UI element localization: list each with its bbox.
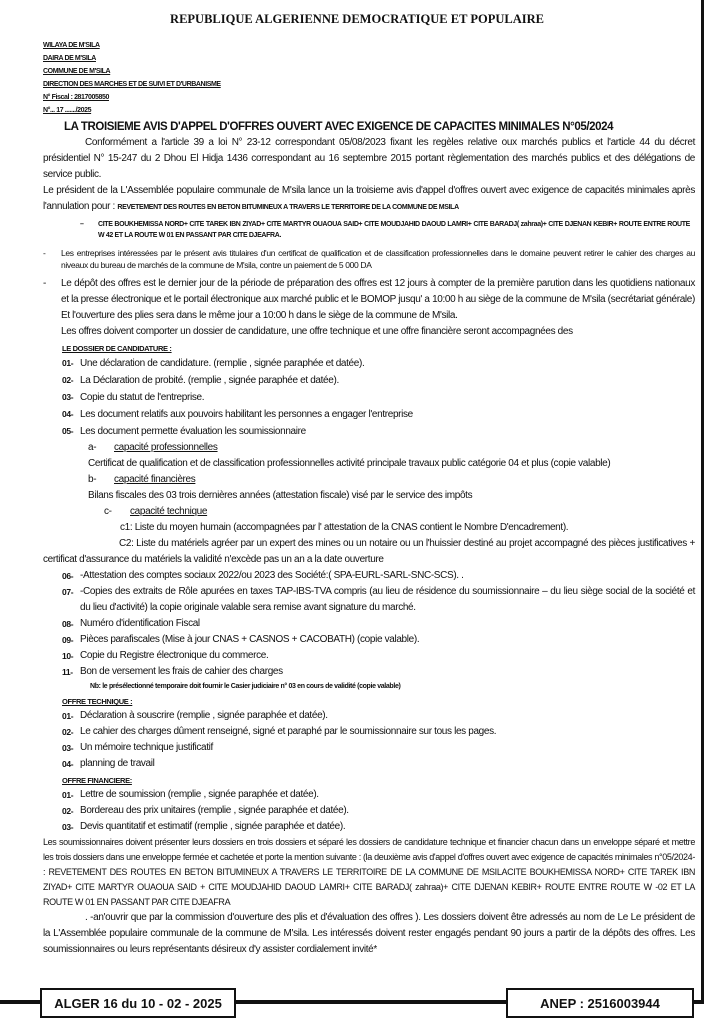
- list-item: 03- Devis quantitatif et estimatif (remplie , signée paraphée et datée).: [62, 821, 346, 832]
- closing-paragraph: Les soumissionnaires doivent présenter leurs dossiers en trois dossiers et séparé les dossiers de candidature technique et financier chacun dans un enveloppe séparé et mettre les trois dossiers dans une enveloppe fermée et cachetée et porte la mention suivante : (la deuxième avis d'appel d'offres ouvert avec exigence de capacités minimales n°05/2024- : REVETEMENT DES ROUTES EN BETON BITUMINEUX A TRAVERS LE TERRITOIRE DE LA COMMUNE DE MSILACITE BOUKHEMISSA NORD+ CITE TAREK IBN ZIYAD+ CITE MARTYR OUAOUA SAID + CITE MOUDJAHID DAOUD LAMRI+ CITE BARADJ( zahraa)+ CITE DJENAN KEBIR+ ROUTE ENTRE ROUTE W -02 ET LA ROUTE W 01 EN PASSANT PAR CITE DJEAFRA: [43, 837, 695, 907]
- list-item: 04- planning de travail: [62, 758, 155, 769]
- list-item: 03- Un mémoire technique justificatif: [62, 742, 213, 753]
- list-item: 01- Déclaration à souscrire (remplie , signée paraphée et datée).: [62, 710, 328, 721]
- list-item: 04- Les document relatifs aux pouvoirs habilitant les personnes a engager l'entreprise: [62, 409, 413, 420]
- notice-title: LA TROISIEME AVIS D'APPEL D'OFFRES OUVERT AVEC EXIGENCE DE CAPACITES MINIMALES N°05/2024: [64, 121, 614, 133]
- closing-paragraph-2: . -an'ouvrir que par la commission d'ouverture des plis et d'évaluation des offres ). Les dossiers doivent être adressés au nom de Le Le président de la L'Assemblée populaire communale de la commune de M'sila. Les intéressés doivent rester engagés pendant 90 jours a partir de la dépôts des offres. Les soumissionnaires ou leurs représentants désireux d'y assister cordialement invité*: [43, 912, 695, 955]
- intro-paragraph: Conformément a l'article 39 a loi N° 23-12 correspondant 05/08/2023 fixant les regèles relative oux marchés publics et l'article 44 du décret présidentiel N° 15-247 du 2 Dhou El Hidja 1436 correspondant au 16 septembre 2015 portant règlementation des marchés publics et des délégations de service public.: [43, 137, 695, 180]
- footer-date-box: ALGER 16 du 10 - 02 - 2025: [40, 988, 236, 1018]
- capacity-professional-text: Certificat de qualification et de classification professionnelles activité principale travaux public catégorie 04 et plus (copie valable): [88, 458, 611, 469]
- country-heading: REPUBLIQUE ALGERIENNE DEMOCRATIQUE ET POPULAIRE: [170, 12, 544, 26]
- candidature-heading: LE DOSSIER DE CANDIDATURE :: [62, 344, 172, 353]
- list-item: 02- Le cahier des charges dûment renseigné, signé et paraphé par le soumissionnaire sur tous les pages.: [62, 726, 497, 737]
- president-text: Le président de la L'Assemblée populaire communale de M'sila lance un la troisieme avis d'appel d'offres ouvert avec exigence de capacités minimales après l'annulation pour :: [43, 185, 695, 212]
- list-item: 08- Numéro d'identification Fiscal: [62, 618, 200, 629]
- list-item: 01- Lettre de soumission (remplie , signée paraphée et datée).: [62, 789, 319, 800]
- issuer-line: COMMUNE DE M'SILA: [43, 68, 111, 75]
- footer: [0, 988, 714, 1020]
- nb-note: Nb: le présélectionné temporaire doit fournir le Casier judiciaire n° 03 en cours de validité (copie valable): [90, 683, 401, 690]
- sub-heading-c: c- capacité technique: [104, 506, 208, 517]
- depot-paragraph: - Le dépôt des offres est le dernier jour de la période de préparation des offres est 12 jours à compter de la première parution dans les quotidiens nationaux et la presse électronique et le portail électronique aux marché public et le BOMOP jusqu' a 10:00 h au siège de la commune de M'sila (secrétariat générale) Et l'ouverture des plies sera dans le même jour a 10:00 h dans le siège de la commune de M'sila.: [43, 278, 695, 321]
- list-item: 05- Les document permette évaluation les soumissionnaire: [62, 426, 306, 437]
- sub-heading-a: a- capacité professionnelles: [88, 442, 218, 453]
- list-item: 10- Copie du Registre électronique du commerce.: [62, 650, 269, 661]
- capacity-financial-text: Bilans fiscales des 03 trois dernières années (attestation fiscale) visé par le service des impôts: [88, 490, 473, 501]
- list-item: 02- Bordereau des prix unitaires (remplie , signée paraphée et datée).: [62, 805, 349, 816]
- financiere-heading: OFFRE FINANCIERE:: [62, 776, 132, 785]
- issuer-line: WILAYA DE M'SILA: [43, 42, 100, 49]
- capacity-technical-c2: C2: Liste du matériels agréer par un expert des mines ou un notaire ou un l'huissier destiné au projet accompagné des pièces justificatives + certificat d'assurance du matériels la validité n'excède pas un an a la date ouverture: [43, 538, 695, 565]
- issuer-line: N°... 17 ......./2025: [43, 107, 92, 114]
- issuer-block: [43, 39, 695, 117]
- president-paragraph: [43, 183, 695, 215]
- entreprises-paragraph: - Les entreprises intéressées par le présent avis titulaires d'un certificat de qualification et de classification professionnelles dans le domaine peuvent retirer le cahier des charges au niveaux du bureau de marchés de la commune de M'sila, contre un paiement de 5 000 DA: [43, 248, 695, 270]
- list-item: 01- Une déclaration de candidature. (remplie , signée paraphée et datée).: [62, 358, 365, 369]
- spacer: [43, 958, 695, 988]
- list-item: 06- -Attestation des comptes sociaux 2022/ou 2023 des Société:( SPA-EURL-SARL-SNC-SCS). .: [62, 570, 464, 581]
- list-item: 03- Copie du statut de l'entreprise.: [62, 392, 205, 403]
- technique-heading: OFFRE TECHNIQUE :: [62, 697, 133, 706]
- sub-heading-b: b- capacité financières: [88, 474, 196, 485]
- footer-anep-box: ANEP : 2516003944: [506, 988, 694, 1018]
- list-item: 11- Bon de versement les frais de cahier des charges: [62, 666, 283, 677]
- depot-text: Le dépôt des offres est le dernier jour de la période de préparation des offres est 12 jours à compter de la première parution dans les quotidiens nationaux et la presse électronique et le portail électronique aux marché public et le BOMOP jusqu' a 10:00 h au siège de la commune de M'sila (secrétariat générale) Et l'ouverture des plies sera dans le même jour a 10:00 h dans le siège de la commune de M'sila.: [61, 278, 695, 321]
- sites-list: – CITE BOUKHEMISSA NORD+ CITE TAREK IBN ZIYAD+ CITE MARTYR OUAOUA SAID+ CITE MOUDJAHID DAOUD LAMRI+ CITE BARADJ( zahraa)+ CITE DJENAN KEBIR+ ROUTE ENTRE ROUTE W 42 ET LA ROUTE W 01 EN PASSANT PAR CITE DJEAFRA.: [80, 221, 690, 239]
- list-item: 09- Pièces parafiscales (Mise à jour CNAS + CASNOS + CACOBATH) (copie valable).: [62, 634, 420, 645]
- issuer-line: DAIRA DE M'SILA: [43, 55, 96, 62]
- project-object: REVETEMENT DES ROUTES EN BETON BITUMINEUX A TRAVERS LE TERRITOIRE DE LA COMMUNE DE MSILA: [117, 204, 459, 211]
- list-item: 02- La Déclaration de probité. (remplie , signée paraphée et datée).: [62, 375, 339, 386]
- issuer-line: DIRECTION DES MARCHES ET DE SUIVI ET D'URBANISME: [43, 81, 221, 88]
- list-item: 07- -Copies des extraits de Rôle apurées en taxes TAP-IBS-TVA compris (au lieu de résidence du soumissionnaire – du lieu siège social de la société et du lieu d'activité) la copie originale valable sera remise avant signature du marché.: [62, 586, 695, 613]
- sites-text: CITE BOUKHEMISSA NORD+ CITE TAREK IBN ZIYAD+ CITE MARTYR OUAOUA SAID+ CITE MOUDJAHID DAOUD LAMRI+ CITE BARADJ( zahraa)+ CITE DJENAN KEBIR+ ROUTE ENTRE ROUTE W 42 ET LA ROUTE W 01 EN PASSANT PAR CITE DJEAFRA.: [98, 221, 690, 239]
- issuer-line: N° Fiscal : 2817005850: [43, 94, 109, 101]
- capacity-technical-c1: c1: Liste du moyen humain (accompagnées par l' attestation de la CNAS contient le Nombre D'encadrement).: [120, 522, 569, 533]
- entreprises-text: Les entreprises intéressées par le présent avis titulaires d'un certificat de qualification et de classification professionnelles dans le domaine peuvent retirer le cahier des charges au niveaux du bureau de marchés de la commune de M'sila, contre un paiement de 5 000 DA: [61, 248, 695, 270]
- offres-paragraph: Les offres doivent comporter un dossier de candidature, une offre technique et une offre financière seront accompagnées des: [61, 326, 573, 337]
